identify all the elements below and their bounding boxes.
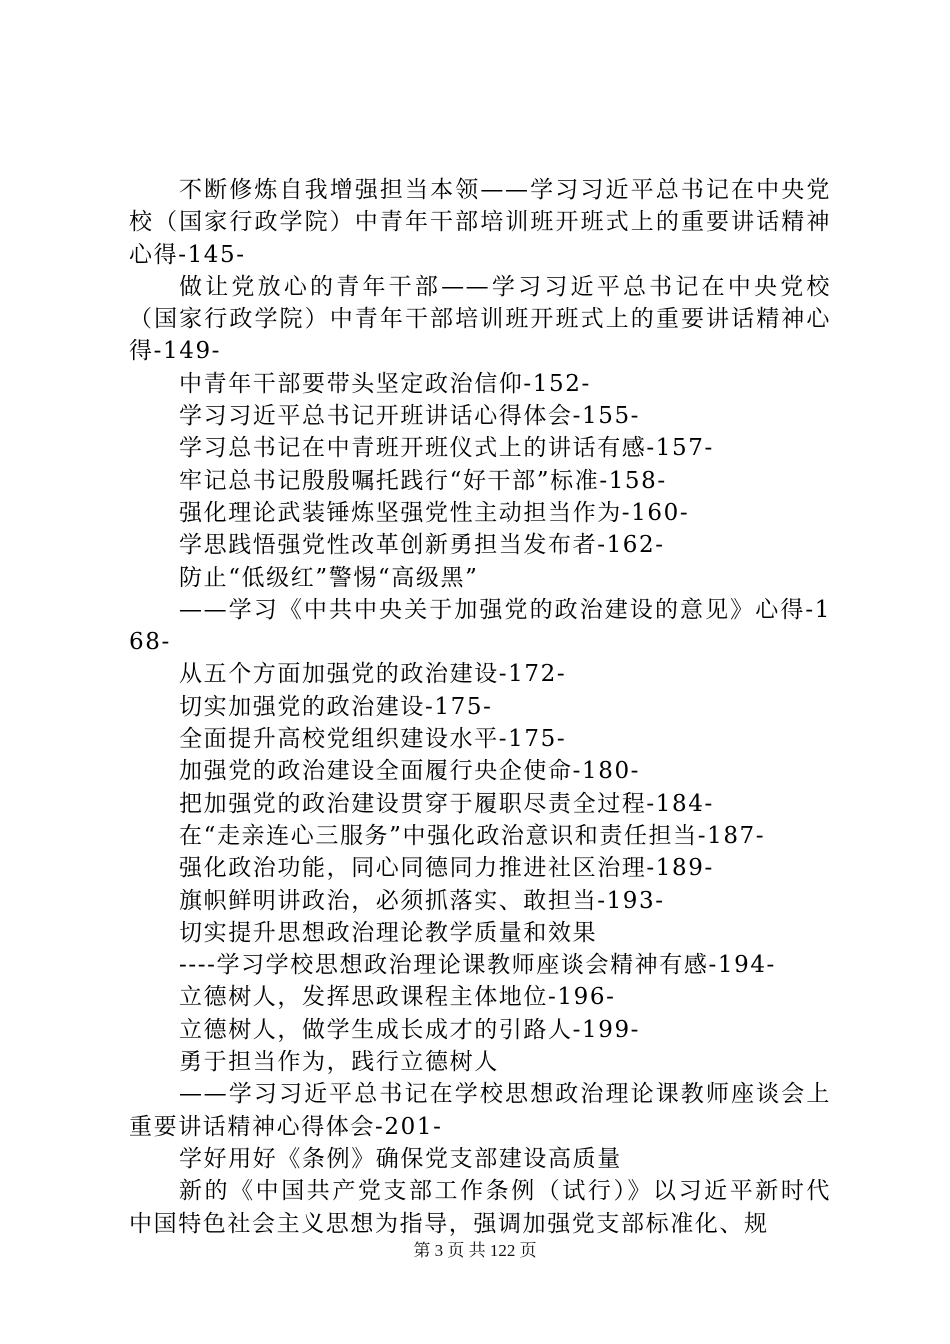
toc-entry: 从五个方面加强党的政治建设-172- bbox=[179, 661, 567, 688]
toc-entry: 中青年干部要带头坚定政治信仰-152- bbox=[179, 370, 591, 397]
toc-entry: 切实加强党的政治建设-175- bbox=[179, 693, 493, 720]
toc-entry: 加强党的政治建设全面履行央企使命-180- bbox=[179, 758, 641, 785]
toc-entry: 防止“低级红”警惕“高级黑” bbox=[179, 564, 479, 591]
toc-entry: 牢记总书记殷殷嘱托践行“好干部”标准-158- bbox=[179, 467, 667, 494]
toc-entry: 学习习近平总书记开班讲话心得体会-155- bbox=[179, 403, 641, 430]
toc-entry: 切实提升思想政治理论教学质量和效果 bbox=[179, 919, 598, 946]
body-text bbox=[129, 174, 831, 1240]
body-paragraph: 新的《中国共产党支部工作条例（试行）》以习近平新时代中国特色社会主义思想为指导，强调加强党支部标准化、规 bbox=[129, 1178, 831, 1237]
toc-entry: 学习总书记在中青班开班仪式上的讲话有感-157- bbox=[179, 435, 714, 462]
page-number: 第 3 页 共 122 页 bbox=[413, 1241, 537, 1260]
toc-entry: 旗帜鲜明讲政治，必须抓落实、敢担当-193- bbox=[179, 887, 665, 914]
toc-entry: 不断修炼自我增强担当本领——学习习近平总书记在中央党校（国家行政学院）中青年干部培训班开班式上的重要讲话精神心得-145- bbox=[129, 177, 831, 268]
toc-entry: 在“走亲连心三服务”中强化政治意识和责任担当-187- bbox=[179, 822, 766, 849]
toc-entry: 立德树人，做学生成长成才的引路人-199- bbox=[179, 1016, 641, 1043]
toc-entry: 把加强党的政治建设贯穿于履职尽责全过程-184- bbox=[179, 790, 714, 817]
toc-subtitle: ----学习学校思想政治理论课教师座谈会精神有感-194- bbox=[179, 952, 776, 979]
toc-entry: 学思践悟强党性改革创新勇担当发布者-162- bbox=[179, 532, 665, 559]
toc-entry: 全面提升高校党组织建设水平-175- bbox=[179, 726, 567, 753]
toc-subtitle: ——学习《中共中央关于加强党的政治建设的意见》心得-168- bbox=[129, 596, 831, 656]
toc-entry: 立德树人，发挥思政课程主体地位-196- bbox=[179, 984, 616, 1011]
toc-entry: 勇于担当作为，践行立德树人 bbox=[179, 1049, 499, 1076]
toc-entry: 强化政治功能，同心同德同力推进社区治理-189- bbox=[179, 855, 714, 882]
toc-subtitle: ——学习习近平总书记在学校思想政治理论课教师座谈会上重要讲话精神心得体会-201- bbox=[129, 1081, 831, 1140]
page-footer bbox=[0, 1241, 950, 1261]
toc-entry: 强化理论武装锤炼坚强党性主动担当作为-160- bbox=[179, 499, 690, 526]
toc-entry: 做让党放心的青年干部——学习习近平总书记在中央党校（国家行政学院）中青年干部培训班开班式上的重要讲话精神心得-149- bbox=[129, 273, 831, 365]
section-heading: 学好用好《条例》确保党支部建设高质量 bbox=[179, 1145, 622, 1172]
